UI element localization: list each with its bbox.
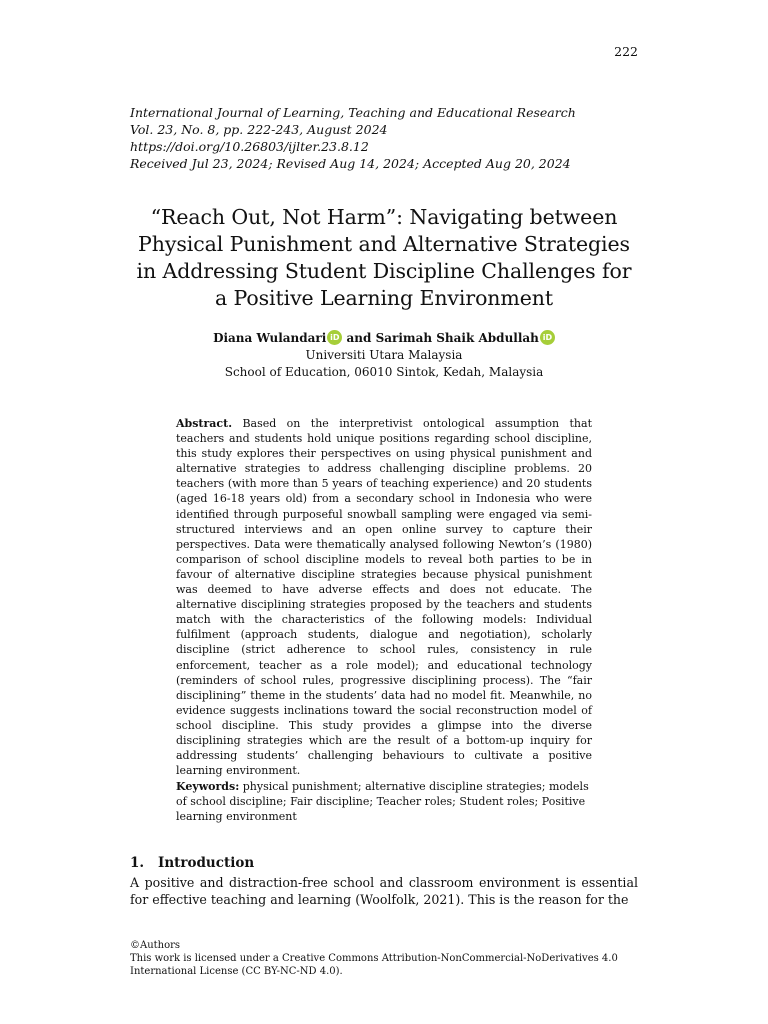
- keywords-text: physical punishment; alternative discipline strategies; models of school discipline; Fair discipline; Teacher roles; Student roles; Positive learning environment: [176, 780, 589, 824]
- affiliation-address: School of Education, 06010 Sintok, Kedah, Malaysia: [224, 365, 544, 379]
- section-title: Introduction: [158, 855, 255, 871]
- keywords-label: Keywords:: [176, 780, 240, 793]
- license-footer: [130, 939, 650, 978]
- copyright-line: ©Authors: [130, 940, 181, 951]
- journal-info: [130, 104, 650, 172]
- paper-title: [110, 204, 658, 312]
- license-line[interactable]: This work is licensed under a Creative Commons Attribution-NonCommercial-NoDerivatives 4.0: [130, 953, 618, 964]
- author-connector: and: [342, 331, 376, 345]
- section-number: 1.: [130, 855, 145, 871]
- abstract-label: Abstract.: [176, 417, 233, 430]
- title-line: in Addressing Student Discipline Challenges for: [136, 259, 632, 283]
- orcid-icon[interactable]: iD: [327, 330, 342, 345]
- title-line: Physical Punishment and Alternative Strategies: [138, 232, 630, 256]
- keywords: [176, 779, 592, 824]
- introduction-paragraph: A positive and distraction-free school and classroom environment is essential for effective teaching and learning (Woolfolk, 2021). This is the reason for the: [130, 875, 638, 907]
- journal-volume: Vol. 23, No. 8, pp. 222-243, August 2024: [130, 122, 388, 137]
- author-name: Diana Wulandari: [213, 331, 327, 345]
- title-line: a Positive Learning Environment: [214, 286, 554, 310]
- journal-doi[interactable]: https://doi.org/10.26803/ijlter.23.8.12: [130, 139, 369, 154]
- page-number: 222: [614, 44, 638, 59]
- journal-dates: Received Jul 23, 2024; Revised Aug 14, 2024; Accepted Aug 20, 2024: [130, 156, 571, 171]
- section-heading: [130, 855, 530, 871]
- orcid-icon[interactable]: iD: [540, 330, 555, 345]
- author-block: [100, 330, 668, 381]
- author-name: Sarimah Shaik Abdullah: [375, 331, 539, 345]
- affiliation-university: Universiti Utara Malaysia: [305, 348, 463, 362]
- author-line: [100, 330, 668, 347]
- journal-name: International Journal of Learning, Teaching and Educational Research: [130, 105, 576, 120]
- title-line: “Reach Out, Not Harm”: Navigating between: [150, 205, 618, 229]
- abstract-text: Based on the interpretivist ontological assumption that teachers and students hold unique positions regarding school discipline, this study explores their perspectives on using physical punishment and alternative strategies to address challenging discipline problems. 20 teachers (with more than 5 years of teaching experience) and 20 students (aged 16-18 years old) from a secondary school in Indonesia who were identified through purposeful snowball sampling were engaged via semi-structured interviews and an open online survey to capture their perspectives. Data were thematically analysed following Newton’s (1980) comparison of school discipline models to reveal both parties to be in favour of alternative discipline strategies because physical punishment was deemed to have adverse effects and does not educate. The alternative disciplining strategies proposed by the teachers and students match with the characteristics of the following models: Individual fulfilment (approach students, dialogue and negotiation), scholarly discipline (strict adherence to school rules, consistency in rule enforcement, teacher as a role model); and educational technology (reminders of school rules, progressive disciplining process). The “fair disciplining” theme in the students’ data had no model fit. Meanwhile, no evidence suggests inclinations toward the social reconstruction model of school discipline. This study provides a glimpse into the diverse disciplining strategies which are the result of a bottom-up inquiry for addressing students’ challenging behaviours to cultivate a positive learning environment.: [176, 417, 592, 778]
- license-line: International License (CC BY-NC-ND 4.0).: [130, 966, 343, 977]
- abstract: [176, 416, 592, 778]
